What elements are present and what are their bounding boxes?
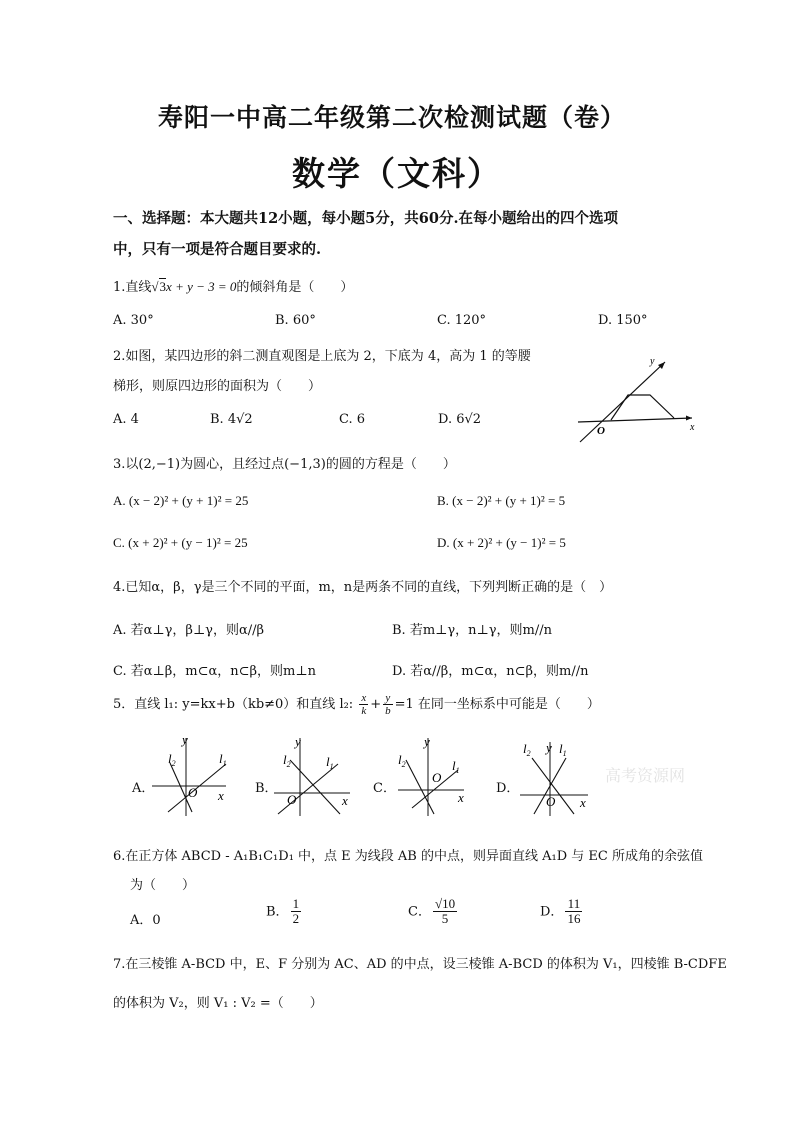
q4-option-b[interactable]: B. 若m⊥γ，n⊥γ，则m//n	[392, 623, 552, 638]
question-7-line1: 7.在三棱锥 A-BCD 中，E、F 分别为 AC、AD 的中点，设三棱锥 A-BCD 的体积为 V₁，四棱锥 B-CDFE	[113, 957, 727, 972]
svg-text:l2: $l_2$	[398, 752, 406, 769]
svg-text:l2: $l_2$	[283, 752, 291, 769]
svg-text:l2: $l_2$	[523, 741, 531, 758]
svg-text:y: y	[546, 740, 552, 755]
q4-option-a[interactable]: A. 若α⊥γ，β⊥γ，则α//β	[113, 623, 264, 638]
q2-x-label: x	[690, 422, 695, 433]
svg-text:y: y	[182, 732, 188, 747]
question-2-line2: 梯形，则原四边形的面积为（ ）	[113, 379, 322, 394]
q1-option-b[interactable]: B. 60°	[275, 313, 316, 328]
q2-option-b[interactable]: B. 4√2	[210, 412, 253, 427]
section-header-line1: 一、选择题：本大题共12小题，每小题5分，共60分.在每小题给出的四个选项	[113, 210, 618, 227]
svg-text:l2: $l_2$	[168, 751, 176, 768]
svg-text:O: O	[432, 770, 442, 785]
svg-text:l1: $l_1$	[219, 751, 227, 768]
q6-option-d[interactable]: D． $\frac{11}{16}$	[540, 896, 581, 927]
q1-equation: x + y − 3 = 0	[166, 279, 237, 294]
q2-option-a[interactable]: A. 4	[113, 412, 139, 427]
q5-frac1-num: x	[361, 692, 367, 704]
section-header-line2: 中，只有一项是符合题目要求的.	[113, 241, 322, 258]
q6-option-b[interactable]: B． $\frac{1}{2}$	[266, 896, 300, 927]
q2-option-c[interactable]: C. 6	[339, 412, 366, 427]
question-4: 4.已知α，β，γ是三个不同的平面，m，n是两条不同的直线，下列判断正确的是（ ）	[113, 580, 613, 595]
q2-trapezoid	[611, 395, 674, 420]
q3-option-d[interactable]: D. (x + 2)² + (y − 1)² = 5	[437, 535, 566, 550]
question-1	[113, 276, 353, 295]
question-7-line2: 的体积为 V₂，则 V₁ : V₂ =（ ）	[113, 996, 323, 1011]
q5-frac2-num: y	[383, 692, 393, 705]
q5-suffix: =1 在同一坐标系中可能是（ ）	[394, 697, 600, 713]
q2-x-arrow	[686, 416, 692, 421]
q2-x-axis	[578, 418, 692, 422]
q5-frac2-den: b	[385, 705, 391, 718]
svg-text:O: O	[546, 794, 556, 809]
q1-suffix: 的倾斜角是（ ）	[236, 280, 354, 295]
q5-option-b-label[interactable]: B．	[255, 781, 278, 796]
q6-option-a[interactable]: A．0	[130, 913, 161, 928]
q4-option-c[interactable]: C. 若α⊥β，m⊂α，n⊂β，则m⊥n	[113, 664, 316, 679]
q3-option-a[interactable]: A. (x − 2)² + (y + 1)² = 25	[113, 493, 249, 508]
svg-text:l1: $l_1$	[326, 754, 334, 771]
svg-text:x: x	[580, 795, 586, 810]
svg-text:x: x	[218, 788, 224, 803]
question-5	[113, 692, 600, 717]
q1-option-a[interactable]: A. 30°	[113, 313, 154, 328]
q5-graph-a[interactable]	[148, 728, 248, 818]
question-6-line1: 6.在正方体 ABCD - A₁B₁C₁D₁ 中，点 E 为线段 AB 的中点，则异面直线 A₁D 与 EC 所成角的余弦值	[113, 849, 703, 864]
svg-text:x: x	[342, 793, 348, 808]
question-3: 3.以(2,−1)为圆心，且经过点(−1,3)的圆的方程是（ ）	[113, 457, 456, 472]
q2-option-d[interactable]: D. 6√2	[438, 412, 482, 427]
q1-prefix: 1.直线	[113, 280, 152, 295]
q3-option-c[interactable]: C. (x + 2)² + (y − 1)² = 25	[113, 535, 248, 550]
q5-frac-x-k	[359, 692, 368, 717]
q5-plus: +	[370, 697, 382, 713]
q2-y-label: y	[650, 356, 655, 367]
q6-option-c[interactable]: C． $\frac{√10}{5}$	[408, 896, 456, 927]
svg-text:O: O	[188, 785, 198, 800]
question-2-line1: 2.如图，某四边形的斜二测直观图是上底为 2，下底为 4，高为 1 的等腰	[113, 349, 531, 364]
question-6-line2: 为（ ）	[130, 878, 196, 893]
q1-option-d[interactable]: D. 150°	[598, 313, 648, 328]
q1-sqrt3: √3	[151, 279, 167, 294]
q5-option-c-label[interactable]: C．	[373, 781, 396, 796]
q5-option-a-label[interactable]: A．	[132, 781, 155, 796]
watermark: 高考资源网	[605, 766, 686, 785]
svg-text:O: O	[287, 792, 297, 807]
svg-text:l1: $l_1$	[452, 758, 460, 775]
q5-frac-y-b	[383, 692, 393, 717]
svg-text:l1: $l_1$	[559, 741, 567, 758]
q5-graph-c[interactable]	[392, 728, 492, 818]
page-title: 寿阳一中高二年级第二次检测试题（卷）	[158, 103, 627, 132]
q3-option-b[interactable]: B. (x − 2)² + (y + 1)² = 5	[437, 493, 566, 508]
q5-option-d-label[interactable]: D．	[496, 781, 520, 796]
page-subtitle: 数学（文科）	[292, 154, 502, 193]
svg-text:y: y	[424, 734, 430, 749]
q2-trapezoid-figure	[570, 350, 700, 445]
q2-y-axis	[580, 362, 665, 442]
q5-prefix: 5．直线 l₁: y=kx+b（kb≠0）和直线 l₂:	[113, 697, 358, 713]
q2-origin-label: O	[597, 425, 605, 437]
q1-option-c[interactable]: C. 120°	[437, 313, 487, 328]
svg-text:x: x	[458, 790, 464, 805]
q5-graph-b[interactable]	[270, 728, 370, 818]
svg-text:y: y	[295, 734, 301, 749]
q5-frac1-den: k	[361, 705, 367, 718]
q4-option-d[interactable]: D. 若α//β，m⊂α，n⊂β，则m//n	[392, 664, 589, 679]
q5-graph-d[interactable]	[514, 728, 614, 818]
